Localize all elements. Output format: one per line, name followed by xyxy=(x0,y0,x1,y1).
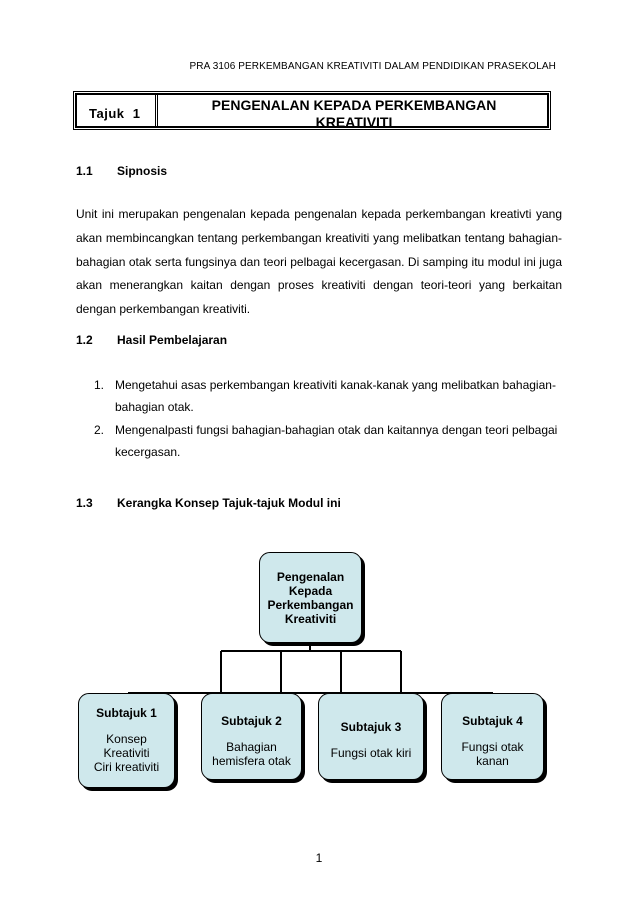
subtopic-heading: Subtajuk 4 xyxy=(462,714,523,728)
subtopic-text: Fungsi otak kiri xyxy=(330,746,412,760)
subtopic-text: Ciri kreativiti xyxy=(93,760,160,774)
list-item-number: 1. xyxy=(94,378,105,392)
subtopic-text: Fungsi otak xyxy=(461,740,524,754)
list-item-number: 2. xyxy=(94,423,105,437)
subtopic-node-1 xyxy=(78,693,175,788)
subtopic-heading: Subtajuk 3 xyxy=(340,720,402,734)
page-number: 1 xyxy=(315,851,323,865)
subtopic-text: Kreativiti xyxy=(103,746,150,760)
subtopic-heading: Subtajuk 1 xyxy=(96,706,157,720)
root-line: Pengenalan xyxy=(276,569,345,584)
list-item-text: Mengetahui asas perkembangan kreativiti kanak-kanak yang melibatkan bahagian-bahagian otak. xyxy=(115,378,556,414)
section-1-title: Sipnosis xyxy=(117,164,168,178)
section-2-number: 1.2 xyxy=(76,333,93,347)
topic-number-label: Tajuk 1 xyxy=(89,106,141,121)
list-item-text: Mengenalpasti fungsi bahagian-bahagian otak dan kaitannya dengan teori pelbagai kecergasan. xyxy=(115,423,558,459)
root-line: Kepada xyxy=(288,583,333,598)
subtopic-node-2 xyxy=(201,693,302,780)
section-3-number: 1.3 xyxy=(76,496,93,510)
subtopic-node-3 xyxy=(318,693,424,780)
section-3-title: Kerangka Konsep Tajuk-tajuk Modul ini xyxy=(117,496,341,510)
concept-root-node xyxy=(259,552,362,643)
subtopic-text: Konsep xyxy=(106,732,147,746)
subtopic-heading: Subtajuk 2 xyxy=(221,714,282,728)
section-2-title: Hasil Pembelajaran xyxy=(117,333,228,347)
topic-title-line-1: PENGENALAN KEPADA PERKEMBANGAN xyxy=(211,97,497,113)
running-header: PRA 3106 PERKEMBANGAN KREATIVITI DALAM PENDIDIKAN PRASEKOLAH xyxy=(189,61,556,72)
subtopic-text: kanan xyxy=(476,754,509,768)
topic-title-line-2: KREATIVITI xyxy=(315,114,393,130)
section-1-number: 1.1 xyxy=(76,164,93,178)
root-line: Kreativiti xyxy=(284,611,337,626)
subtopic-text: Bahagian xyxy=(226,740,277,754)
subtopic-text: hemisfera otak xyxy=(212,754,291,768)
root-line: Perkembangan xyxy=(267,597,354,612)
synopsis-paragraph: Unit ini merupakan pengenalan kepada pengenalan kepada perkembangan kreativti yang akan membincangkan tentang perkembangan kreativiti yang melibatkan tentang bahagian-bahagian otak serta fungsinya dan teori pelbagai kecergasan. Di samping itu modul ini juga akan menerangkan kaitan dengan proses kreativiti dengan teori-teori yang berkaitan dengan perkembangan kreativiti. xyxy=(76,207,562,317)
subtopic-node-4 xyxy=(441,693,544,780)
